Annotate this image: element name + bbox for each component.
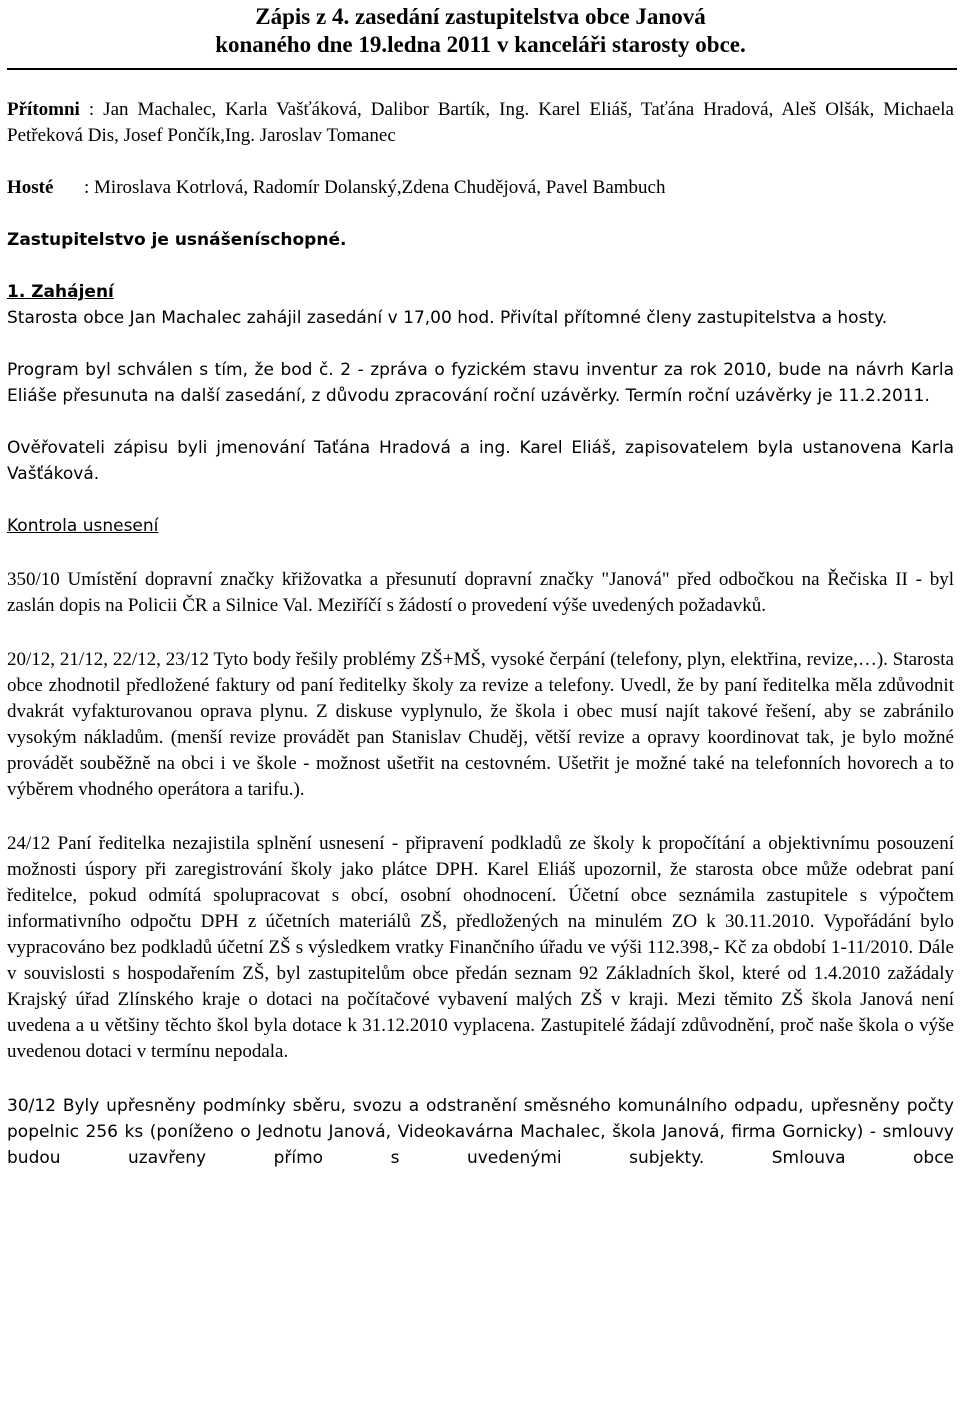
resolution-350-10: 350/10 Umístění dopravní značky křižovatka a přesunutí dopravní značky "Janová" před odbočkou na Řečiska II - byl zaslán dopis na Policii ČR a Silnice Val. Meziříčí s žádostí o provedení výše uvedených požadavků. bbox=[7, 569, 954, 616]
title-line-1: Zápis z 4. zasedání zastupitelstva obce Janová bbox=[255, 4, 706, 29]
title-line-2: konaného dne 19.ledna 2011 v kanceláři starosty obce. bbox=[215, 32, 746, 57]
section-1-title: Zahájení bbox=[31, 282, 114, 302]
guests-paragraph bbox=[7, 175, 954, 201]
section-1-number: 1. bbox=[7, 282, 26, 302]
kontrola-heading: Kontrola usnesení bbox=[7, 516, 159, 536]
quorum-statement: Zastupitelstvo je usnášeníschopné. bbox=[7, 230, 347, 250]
guests-list: : Miroslava Kotrlová, Radomír Dolanský,Zdena Chudějová, Pavel Bambuch bbox=[84, 177, 666, 198]
resolution-24-12: 24/12 Paní ředitelka nezajistila splnění usnesení - připravení podkladů ze školy k propočítání a objektivnímu posouzení možnosti úspory při zaregistrování školy jako plátce DPH. Karel Eliáš upozornil, že starosta obce může odebrat paní ředitelce, pokud odmítá spolupracovat s obcí, osobní ohodnocení. Účetní obce seznámila zastupitele s výpočtem informativního odpočtu DPH z účetních materiálů ZŠ, předložených na minulém ZO k 30.11.2010. Vypořádání bylo vypracováno bez podkladů účetní ZŠ s výsledkem vratky Finančního úřadu ve výši 112.398,- Kč za období 1-11/2010. Dále v souvislosti s hospodařením ZŠ, byl zastupitelům obce předán seznam 92 Základních škol, které od 1.4.2010 zažádaly Krajský úřad Zlínského kraje o dotaci na počítačové vybavení malých ZŠ v kraji. Mezi těmito ZŠ škola Janová není uvedena a u většiny těchto škol byla dotace k 31.12.2010 vyplacena. Zastupitelé žádají zdůvodnění, proč naše škola o výše uvedenou dotaci v termínu nepodala. bbox=[7, 833, 954, 1062]
title-divider bbox=[7, 68, 957, 70]
guests-label: Hosté bbox=[7, 177, 54, 198]
section-1-heading bbox=[7, 279, 954, 305]
document-page bbox=[7, 0, 954, 1171]
present-paragraph bbox=[7, 97, 954, 149]
present-list: : Jan Machalec, Karla Vašťáková, Dalibor Bartík, Ing. Karel Eliáš, Taťána Hradová, Aleš Olšák, Michaela Petřeková Dis, Josef Pončík,Ing. Jaroslav Tomanec bbox=[7, 99, 954, 146]
present-label: Přítomni bbox=[7, 99, 80, 120]
document-title bbox=[7, 0, 954, 59]
opening-paragraph: Starosta obce Jan Machalec zahájil zasedání v 17,00 hod. Přivítal přítomné členy zastupitelstva a hosty. bbox=[7, 308, 888, 328]
verifiers-paragraph: Ověřovateli zápisu byli jmenování Taťána Hradová a ing. Karel Eliáš, zapisovatelem byla ustanovena Karla Vašťáková. bbox=[7, 438, 954, 484]
resolution-20-23-12: 20/12, 21/12, 22/12, 23/12 Tyto body řešily problémy ZŠ+MŠ, vysoké čerpání (telefony, plyn, elektřina, revize,…). Starosta obce zhodnotil předložené faktury od paní ředitelky školy za revize a telefony. Uvedl, že by paní ředitelka měla zdůvodnit dvakrát vyfakturovanou oprava plynu. Z diskuse vyplynulo, že škola i obec musí najít takové řešení, aby se zabránilo vysokým nákladům. (menší revize provádět pan Stanislav Chuděj, větší revize a opravy koordinovat tak, je bylo možné provádět souběžně na obci i ve škole - možnost ušetřit na cestovném. Ušetřit je možné také na telefonních hovorech a to výběrem vhodného operátora a tarifu.). bbox=[7, 649, 954, 800]
resolution-30-12: 30/12 Byly upřesněny podmínky sběru, svozu a odstranění směsného komunálního odpadu, upřesněny počty popelnic 256 ks (poníženo o Jednotu Janová, Videokavárna Machalec, škola Janová, firma Gornicky) - smlouvy budou uzavřeny přímo s uvedenými subjekty. Smlouva obce bbox=[7, 1096, 954, 1168]
program-paragraph: Program byl schválen s tím, že bod č. 2 - zpráva o fyzickém stavu inventur za rok 2010, bude na návrh Karla Eliáše přesunuta na další zasedání, z důvodu zpracování roční uzávěrky. Termín roční uzávěrky je 11.2.2011. bbox=[7, 360, 954, 406]
